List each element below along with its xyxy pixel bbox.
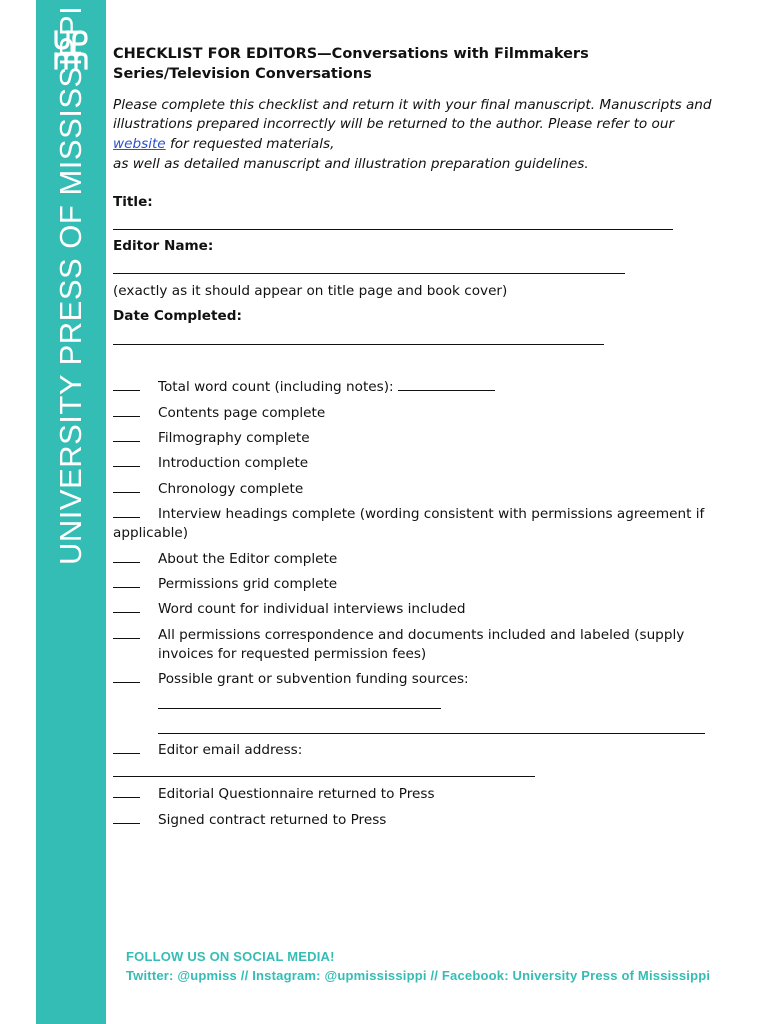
instructions-text: Please complete this checklist and return it with your final manuscript. Manuscripts and illustrations prepared incorrectly will be returned to the author. Please refer to our (113, 96, 712, 133)
checklist-item (113, 811, 713, 830)
editor-name-label: Editor Name: (113, 238, 214, 254)
checklist-item (113, 404, 713, 423)
footer-heading: FOLLOW US ON SOCIAL MEDIA! (126, 949, 335, 964)
title-line-2: Series/Television Conversations (113, 66, 372, 83)
checklist-item (113, 378, 713, 397)
check-blank[interactable] (113, 600, 140, 613)
date-completed-label: Date Completed: (113, 308, 242, 324)
check-blank[interactable] (113, 811, 140, 824)
title-line-1: CHECKLIST FOR EDITORS—Conversations with Filmmakers (113, 46, 589, 62)
item-text: About the Editor complete (158, 551, 338, 567)
funding-sources-field-2[interactable] (158, 733, 705, 734)
checklist-item (113, 785, 713, 804)
check-blank[interactable] (113, 378, 140, 391)
check-blank[interactable] (113, 626, 140, 639)
check-blank[interactable] (113, 785, 140, 798)
item-text: Signed contract returned to Press (158, 812, 387, 828)
editor-name-note: (exactly as it should appear on title page and book cover) (113, 283, 508, 299)
checklist-item (113, 575, 713, 594)
item-text: Introduction complete (158, 455, 309, 471)
item-text: Word count for individual interviews included (158, 601, 466, 617)
checklist-item (113, 741, 713, 760)
check-blank[interactable] (113, 505, 140, 518)
item-text: Chronology complete (158, 481, 304, 497)
item-text: Permissions grid complete (158, 576, 338, 592)
sidebar-band (36, 0, 106, 1024)
item-text: Filmography complete (158, 430, 310, 446)
check-blank[interactable] (113, 575, 140, 588)
item-text: Possible grant or subvention funding sources: (158, 671, 469, 687)
check-blank[interactable] (113, 550, 140, 563)
checklist-item (113, 480, 713, 499)
checklist (113, 0, 713, 1024)
checklist-item (113, 626, 713, 664)
word-count-field[interactable] (398, 378, 495, 391)
checklist-item (113, 454, 713, 473)
editor-email-field[interactable] (113, 776, 535, 777)
check-blank[interactable] (113, 454, 140, 467)
social-media-footer (126, 948, 710, 986)
item-text: All permissions correspondence and documents included and labeled (supply invoices for requested permission fees) (158, 627, 685, 662)
checklist-item (113, 670, 713, 689)
check-blank[interactable] (113, 670, 140, 683)
item-text: Interview headings complete (wording consistent with permissions agreement if applicable) (113, 506, 705, 541)
check-blank[interactable] (113, 480, 140, 493)
item-text: Editorial Questionnaire returned to Press (158, 786, 435, 802)
instructions-text-cont: for requested materials, (165, 136, 335, 152)
item-text: Total word count (including notes): (158, 379, 394, 395)
item-text: Editor email address: (158, 742, 303, 758)
funding-sources-field-1[interactable] (158, 708, 441, 709)
title-label: Title: (113, 194, 153, 210)
item-text: Contents page complete (158, 405, 326, 421)
check-blank[interactable] (113, 404, 140, 417)
checklist-item (113, 505, 711, 543)
checklist-item (113, 550, 713, 569)
checklist-item (113, 429, 713, 448)
instructions-line-2: as well as detailed manuscript and illustration preparation guidelines. (113, 155, 589, 172)
website-link[interactable]: website (113, 136, 166, 152)
check-blank[interactable] (113, 741, 140, 754)
press-name-vertical: UNIVERSITY PRESS OF MISSISSIPPI (53, 5, 88, 565)
check-blank[interactable] (113, 429, 140, 442)
checklist-item (113, 600, 713, 619)
footer-handles: Twitter: @upmiss // Instagram: @upmississippi // Facebook: University Press of Mississippi (126, 967, 711, 983)
